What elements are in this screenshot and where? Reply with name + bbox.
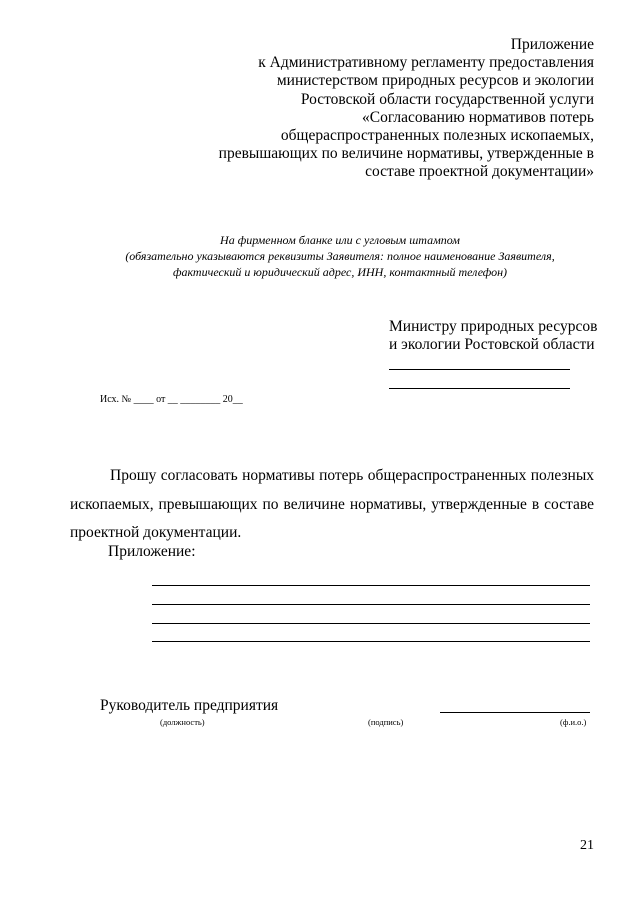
header-line: министерством природных ресурсов и экологии xyxy=(276,72,594,90)
request-text: Прошу согласовать нормативы потерь общераспространенных полезных ископаемых, превышающих по величине нормативы, утвержденные в составе проектной документации. xyxy=(70,467,594,541)
appendix-blank-line xyxy=(152,604,590,605)
header-line: «Согласованию нормативов потерь xyxy=(362,108,594,126)
appendix-blank-line xyxy=(152,641,590,642)
caption-name: (ф.и.о.) xyxy=(560,717,587,727)
caption-signature: (подпись) xyxy=(368,717,404,727)
header-line: к Административному регламенту предоставления xyxy=(258,54,594,72)
appendix-label: Приложение: xyxy=(108,543,196,560)
caption-position: (должность) xyxy=(160,717,205,727)
appendix-blank-line xyxy=(152,585,590,586)
addressee-line: Министру природных ресурсов xyxy=(389,318,598,335)
request-body xyxy=(70,462,594,548)
addressee-block xyxy=(389,318,597,354)
header-line: превышающих по величине нормативы, утвержденные в xyxy=(218,145,594,163)
header-line: Ростовской области государственной услуги xyxy=(300,90,594,108)
signer-position: Руководитель предприятия xyxy=(100,697,279,714)
page-number: 21 xyxy=(580,838,594,853)
appendix-header xyxy=(174,36,594,182)
header-line: Приложение xyxy=(510,36,594,53)
outgoing-reference: Исх. № ____ от __ ________ 20__ xyxy=(100,394,243,405)
header-line: составе проектной документации» xyxy=(365,163,594,181)
addressee-line: и экологии Ростовской области xyxy=(389,336,595,353)
letterhead-note-detail: фактический и юридический адрес, ИНН, контактный телефон) xyxy=(172,265,508,279)
addressee-blank-line xyxy=(389,388,570,389)
letterhead-note-title: На фирменном бланке или с угловым штампом xyxy=(220,233,460,247)
letterhead-note-detail: (обязательно указываются реквизиты Заявителя: полное наименование Заявителя, xyxy=(125,249,555,263)
addressee-blank-line xyxy=(389,369,570,370)
appendix-blank-line xyxy=(152,623,590,624)
letterhead-note xyxy=(70,232,610,280)
header-line: общераспространенных полезных ископаемых, xyxy=(280,127,594,145)
signature-blank-line xyxy=(440,712,590,713)
